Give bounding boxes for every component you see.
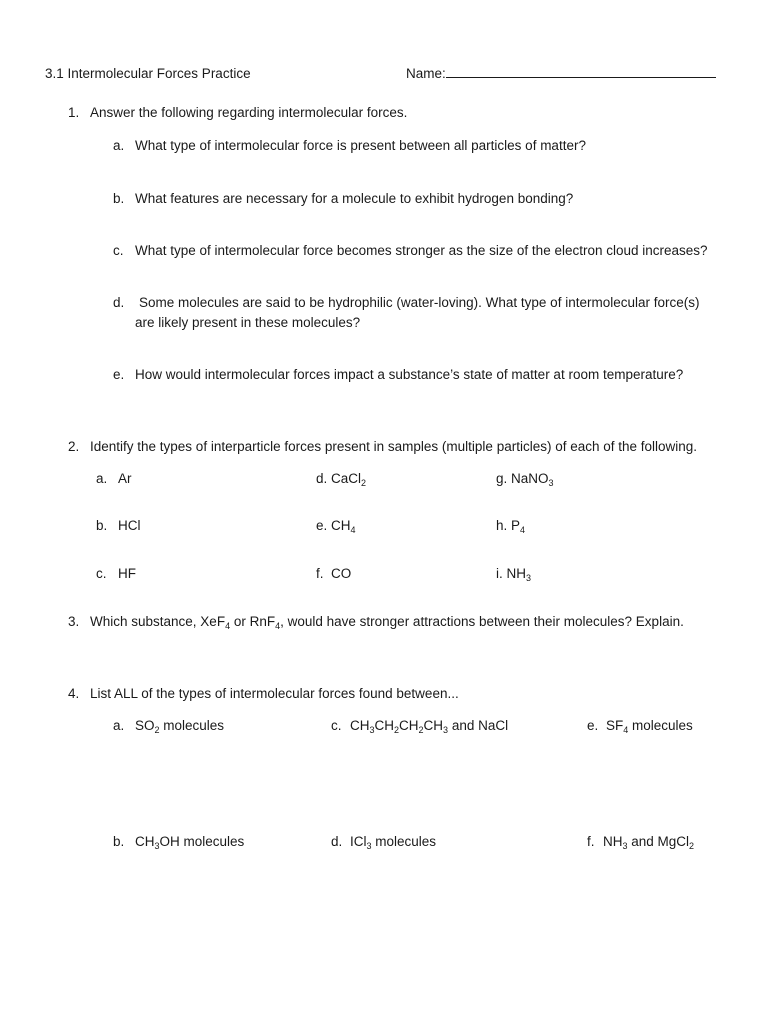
name-label: Name: <box>406 66 446 81</box>
q2-g-formula: NaNO <box>511 471 549 486</box>
q1-b-letter: b. <box>113 191 125 206</box>
question-2-number: 2. <box>68 439 80 454</box>
q4-c-part5: and NaCl <box>448 718 509 733</box>
q4-a-part1: SO <box>135 718 155 733</box>
q4-e-text <box>606 717 693 734</box>
q3-subscript-2: 4 <box>275 621 281 631</box>
q2-h-subscript: 4 <box>520 525 526 535</box>
q3-text-part3: , would have stronger attractions between their molecules? Explain. <box>280 614 684 629</box>
q4-f-text <box>603 833 694 850</box>
q2-i-item <box>496 565 531 582</box>
q2-i-subscript: 3 <box>526 573 532 583</box>
q2-b-letter: b. <box>96 518 108 533</box>
q4-a-text <box>135 717 224 734</box>
q3-subscript-1: 4 <box>225 621 231 631</box>
q4-e-subscript: 4 <box>623 725 629 735</box>
q4-f-part1: NH <box>603 834 623 849</box>
question-1-number: 1. <box>68 105 80 120</box>
q4-c-text <box>350 717 508 734</box>
q2-h-letter: h. <box>496 518 508 533</box>
q4-c-part4: CH <box>423 718 444 733</box>
q4-c-sub2: 2 <box>394 725 400 735</box>
q2-g-letter: g. <box>496 471 508 486</box>
q4-c-sub3: 2 <box>418 725 424 735</box>
q4-c-sub1: 3 <box>369 725 375 735</box>
q4-b-text <box>135 833 244 850</box>
q3-text-part1: Which substance, XeF <box>90 614 226 629</box>
q2-e-subscript: 4 <box>350 525 356 535</box>
q4-d-part2: molecules <box>371 834 437 849</box>
q4-c-part1: CH <box>350 718 370 733</box>
q4-b-part2: OH molecules <box>159 834 245 849</box>
q4-f-sub2: 2 <box>689 841 695 851</box>
q2-i-formula: NH <box>506 566 527 581</box>
name-blank-line[interactable] <box>446 65 716 78</box>
question-3-number: 3. <box>68 614 80 629</box>
q2-i-letter: i. <box>496 566 503 581</box>
q2-c-letter: c. <box>96 566 107 581</box>
q4-b-subscript: 3 <box>154 841 160 851</box>
q4-f-sub1: 3 <box>622 841 628 851</box>
q4-a-part2: molecules <box>159 718 225 733</box>
q2-c-formula: HF <box>118 566 136 581</box>
q1-b-text: What features are necessary for a molecule to exhibit hydrogen bonding? <box>135 191 574 206</box>
q1-c-letter: c. <box>113 243 124 258</box>
q4-d-part1: ICl <box>350 834 367 849</box>
q1-d-letter: d. <box>113 295 125 310</box>
q1-e-text: How would intermolecular forces impact a substance’s state of matter at room temperature? <box>135 367 684 382</box>
q4-c-part2: CH <box>374 718 395 733</box>
q4-b-part1: CH <box>135 834 155 849</box>
q2-d-letter: d. <box>316 471 328 486</box>
q1-d-text-line1: Some molecules are said to be hydrophilic (water-loving). What type of intermolecular force(s) <box>139 295 700 310</box>
q3-text-part2: or RnF <box>230 614 276 629</box>
q1-d-text-line2: are likely present in these molecules? <box>135 315 361 330</box>
q2-d-formula: CaCl <box>331 471 362 486</box>
q2-e-item <box>316 517 356 534</box>
question-4-number: 4. <box>68 686 80 701</box>
q2-d-subscript: 2 <box>361 478 367 488</box>
q2-e-letter: e. <box>316 518 328 533</box>
q2-f-letter: f. <box>316 566 324 581</box>
question-4-prompt: List ALL of the types of intermolecular forces found between... <box>90 686 459 701</box>
worksheet-title: 3.1 Intermolecular Forces Practice <box>45 66 251 81</box>
name-field[interactable] <box>406 65 716 82</box>
q4-a-letter: a. <box>113 718 125 733</box>
q2-e-formula: CH <box>331 518 351 533</box>
q4-f-part2: and MgCl <box>627 834 690 849</box>
q2-g-subscript: 3 <box>548 478 554 488</box>
q4-c-sub4: 3 <box>443 725 449 735</box>
q2-a-letter: a. <box>96 471 108 486</box>
q4-b-letter: b. <box>113 834 125 849</box>
q1-a-text: What type of intermolecular force is present between all particles of matter? <box>135 138 586 153</box>
q1-e-letter: e. <box>113 367 125 382</box>
q4-e-letter: e. <box>587 718 599 733</box>
q4-d-text <box>350 833 436 850</box>
q4-d-subscript: 3 <box>366 841 372 851</box>
q2-h-formula: P <box>511 518 521 533</box>
q2-a-formula: Ar <box>118 471 132 486</box>
q4-f-letter: f. <box>587 834 595 849</box>
q2-b-formula: HCl <box>118 518 141 533</box>
q4-e-part2: molecules <box>628 718 693 733</box>
q2-g-item <box>496 470 554 487</box>
q2-d-item <box>316 470 366 487</box>
q1-c-text: What type of intermolecular force becomes stronger as the size of the electron cloud increases? <box>135 243 708 258</box>
q4-a-subscript: 2 <box>154 725 160 735</box>
q4-c-letter: c. <box>331 718 342 733</box>
question-3-text <box>90 613 684 630</box>
q2-h-item <box>496 517 525 534</box>
q4-c-part3: CH <box>399 718 419 733</box>
q4-e-part1: SF <box>606 718 624 733</box>
q4-d-letter: d. <box>331 834 343 849</box>
q1-a-letter: a. <box>113 138 125 153</box>
q2-f-formula: CO <box>331 566 352 581</box>
question-2-prompt: Identify the types of interparticle forces present in samples (multiple particles) of each of the following. <box>90 439 698 454</box>
question-1-prompt: Answer the following regarding intermolecular forces. <box>90 105 408 120</box>
